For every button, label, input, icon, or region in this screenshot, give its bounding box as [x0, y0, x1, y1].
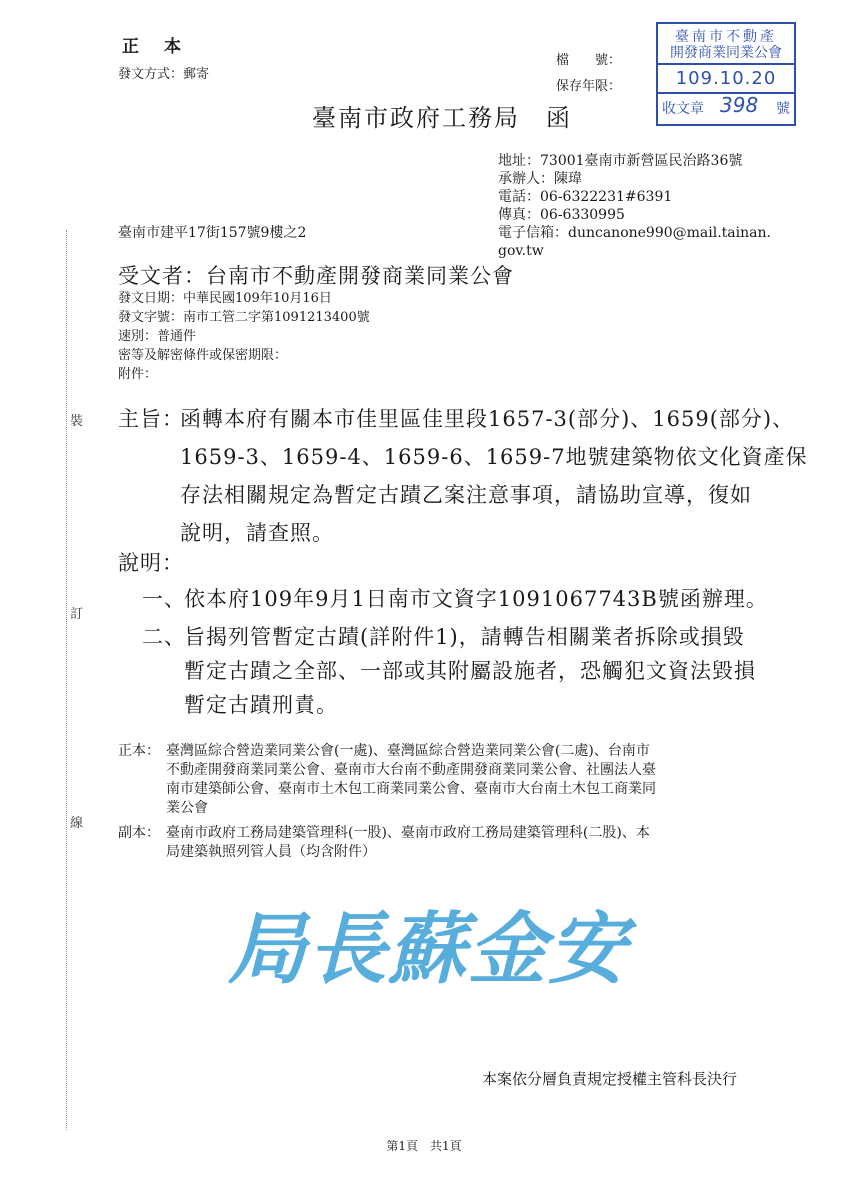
stamp-receive-number: 398	[720, 93, 759, 117]
issue-date: 發文日期：中華民國109年10月16日	[118, 291, 332, 306]
contact-email-cont: gov.tw	[498, 243, 544, 259]
issue-number: 發文字號：南市工管二字第1091213400號	[118, 310, 370, 325]
subject-label: 主旨：	[118, 407, 184, 431]
recipient-address: 臺南市建平17街157號9樓之2	[118, 225, 307, 241]
stamp-receive-label: 收文章	[662, 101, 704, 117]
distribution-cc-line1: 臺南市政府工務局建築管理科(一股)、臺南市政府工務局建築管理科(二股)、本	[166, 825, 650, 841]
distribution-cc-label: 副本：	[118, 825, 160, 841]
explanation-item2-line3: 暫定古蹟刑責。	[184, 693, 338, 717]
contact-email: 電子信箱：duncanone990@mail.tainan.	[498, 225, 771, 241]
secrecy-level: 密等及解密條件或保密期限：	[118, 348, 288, 363]
retention-label: 保存年限：	[556, 79, 622, 94]
contact-handler: 承辦人：陳瑋	[498, 171, 582, 187]
subject-line3: 存法相關規定為暫定古蹟乙案注意事項，請協助宣導，復如	[180, 483, 752, 507]
contact-fax: 傳真：06-6330995	[498, 207, 625, 223]
agency-title: 臺南市政府工務局 函	[312, 104, 572, 132]
attachment: 附件：	[118, 367, 158, 382]
contact-phone: 電話：06-6322231#6391	[498, 189, 673, 205]
contact-address: 地址：73001臺南市新營區民治路36號	[498, 153, 743, 169]
binding-mark-zhuang: 裝	[70, 414, 84, 429]
director-signature-seal	[228, 896, 648, 996]
distribution-main-label: 正本：	[118, 743, 160, 759]
recipient: 受文者：台南市不動產開發商業同業公會	[118, 264, 514, 288]
file-number-label: 檔 號：	[556, 53, 622, 68]
explanation-item1: 依本府109年9月1日南市文資字1091067743B號函辦理。	[184, 587, 768, 611]
send-method: 發文方式：郵寄	[118, 67, 210, 82]
delegation-note: 本案依分層負責規定授權主管科長決行	[482, 1070, 738, 1088]
explanation-item2-number: 二、	[142, 625, 186, 649]
subject-line1: 函轉本府有關本市佳里區佳里段1657-3(部分)、1659(部分)、	[180, 407, 795, 431]
subject-line4: 說明，請查照。	[180, 521, 334, 545]
receipt-stamp	[656, 22, 796, 126]
signature-text: 局長蘇金安	[228, 904, 629, 995]
explanation-item2-line1: 旨揭列管暫定古蹟(詳附件1)，請轉告相關業者拆除或損毀	[184, 625, 745, 649]
distribution-main-line3: 南市建築師公會、臺南市土木包工商業同業公會、臺南市大台南土木包工商業同	[166, 781, 656, 797]
subject-line2: 1659-3、1659-4、1659-6、1659-7地號建築物依文化資產保	[180, 445, 808, 469]
explanation-label: 說明：	[118, 551, 184, 575]
explanation-item2-line2: 暫定古蹟之全部、一部或其附屬設施者，恐觸犯文資法毀損	[184, 659, 756, 683]
distribution-cc-line2: 局建築執照列管人員（均含附件）	[166, 844, 376, 860]
binding-line	[66, 230, 69, 1130]
binding-mark-xian: 線	[70, 816, 84, 831]
page-info: 第1頁 共1頁	[386, 1139, 462, 1153]
stamp-date: 109.10.20	[675, 68, 777, 89]
delivery-speed: 速別：普通件	[118, 329, 197, 344]
stamp-receive-suffix: 號	[776, 101, 790, 117]
distribution-main-line2: 不動產開發商業同業公會、臺南市大台南不動產開發商業同業公會、社團法人臺	[166, 762, 656, 778]
distribution-main-line1: 臺灣區綜合營造業同業公會(一處)、臺灣區綜合營造業同業公會(二處)、台南市	[166, 743, 650, 759]
binding-mark-ding: 訂	[70, 607, 84, 622]
stamp-line1: 臺南市不動產	[675, 29, 777, 45]
explanation-item1-number: 一、	[142, 587, 186, 611]
stamp-line2: 開發商業同業公會	[670, 45, 782, 61]
distribution-main-line4: 業公會	[166, 800, 208, 816]
copy-type: 正 本	[122, 37, 185, 57]
